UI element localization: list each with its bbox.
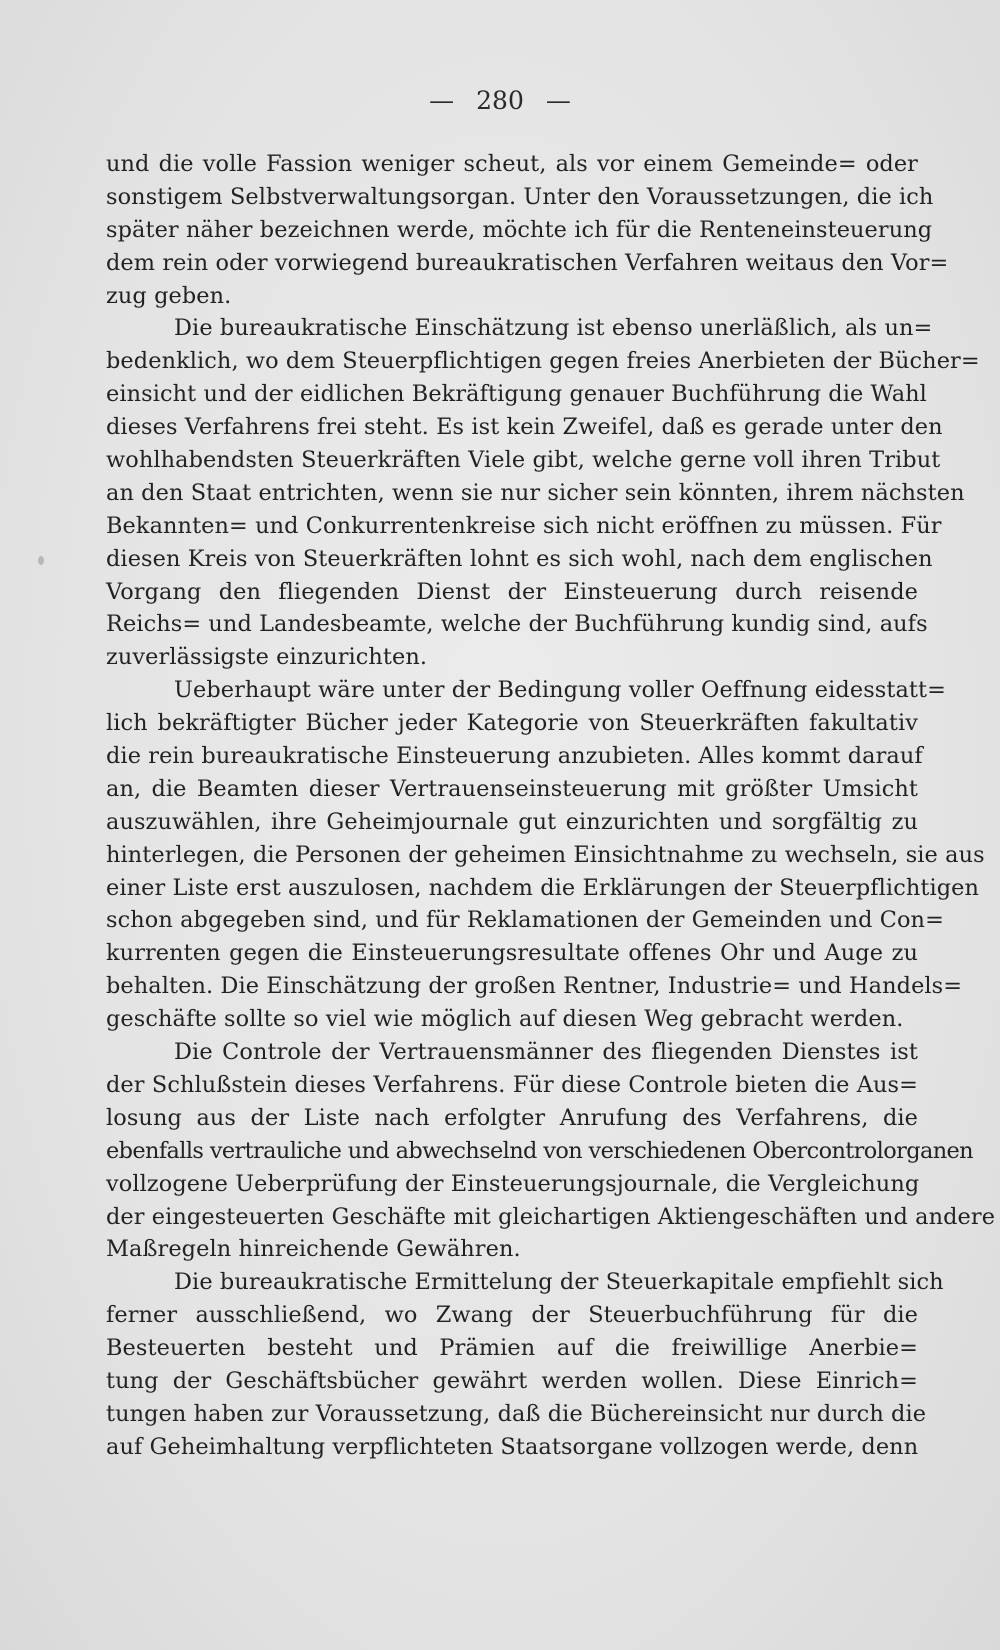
text-line: der Schlußstein dieses Verfahrens. Für diese Controle bieten die Aus= xyxy=(106,1071,918,1098)
text-line: kurrenten gegen die Einsteuerungsresultate offenes Ohr und Auge zu xyxy=(106,940,918,967)
text-line: dem rein oder vorwiegend bureaukratischen Verfahren weitaus den Vor= xyxy=(106,249,949,276)
text-line: ferner ausschließend, wo Zwang der Steuerbuchführung für die xyxy=(106,1302,918,1329)
text-line: Bekannten= und Conkurrentenkreise sich nicht eröffnen zu müssen. Für xyxy=(106,512,942,539)
text-line: an, die Beamten dieser Vertrauenseinsteuerung mit größter Umsicht xyxy=(106,775,918,802)
text-line: bedenklich, wo dem Steuerpflichtigen gegen freies Anerbieten der Bücher= xyxy=(106,348,980,375)
text-line: lich bekräftigter Bücher jeder Kategorie von Steuerkräften fakultativ xyxy=(106,710,918,737)
text-line: tungen haben zur Voraussetzung, daß die Büchereinsicht nur durch die xyxy=(106,1400,927,1427)
text-line: und die volle Fassion weniger scheut, als vor einem Gemeinde= oder xyxy=(106,151,918,177)
text-line: an den Staat entrichten, wenn sie nur sicher sein könnten, ihrem nächsten xyxy=(106,479,965,506)
text-line: Reichs= und Landesbeamte, welche der Buchführung kundig sind, aufs xyxy=(106,611,928,638)
header-dash-right: — xyxy=(545,86,571,115)
text-line: Maßregeln hinreichende Gewähren. xyxy=(106,1236,521,1263)
body-text xyxy=(106,148,996,1464)
text-line: schon abgegeben sind, und für Reklamationen der Gemeinden und Con= xyxy=(106,907,944,934)
header-dash-left: — xyxy=(429,86,455,115)
text-line: der eingesteuerten Geschäfte mit gleichartigen Aktiengeschäften und andere xyxy=(106,1203,996,1230)
text-line: zug geben. xyxy=(106,282,232,309)
text-line: die rein bureaukratische Einsteuerung anzubieten. Alles kommt darauf xyxy=(106,743,923,770)
text-line: Die bureaukratische Ermittelung der Steuerkapitale empfiehlt sich xyxy=(174,1269,944,1296)
text-line: zuverlässigste einzurichten. xyxy=(106,644,428,671)
text-line: wohlhabendsten Steuerkräften Viele gibt, welche gerne voll ihren Tribut xyxy=(106,447,941,474)
text-line: vollzogene Ueberprüfung der Einsteuerungsjournale, die Vergleichung xyxy=(106,1170,920,1197)
paper-blemish xyxy=(38,556,44,565)
text-line: hinterlegen, die Personen der geheimen Einsichtnahme zu wechseln, sie aus xyxy=(106,841,985,868)
text-line: später näher bezeichnen werde, möchte ich für die Renteneinsteuerung xyxy=(106,216,933,243)
text-line: dieses Verfahrens frei steht. Es ist kein Zweifel, daß es gerade unter den xyxy=(106,414,943,441)
text-line: auszuwählen, ihre Geheimjournale gut einzurichten und sorgfältig zu xyxy=(106,808,918,835)
page-number: 280 xyxy=(476,86,524,115)
text-line: diesen Kreis von Steuerkräften lohnt es sich wohl, nach dem englischen xyxy=(106,545,933,572)
page-header xyxy=(0,86,1000,115)
text-line: einer Liste erst auszulosen, nachdem die Erklärungen der Steuerpflichtigen xyxy=(106,874,980,901)
text-line: ebenfalls vertrauliche und abwechselnd von verschiedenen Obercontrolorganen xyxy=(106,1137,973,1164)
text-line: auf Geheimhaltung verpflichteten Staatsorgane vollzogen werde, denn xyxy=(106,1433,919,1460)
text-line: Die bureaukratische Einschätzung ist ebenso unerläßlich, als un= xyxy=(174,315,933,342)
text-line: Ueberhaupt wäre unter der Bedingung voller Oeffnung eidesstatt= xyxy=(174,677,946,704)
text-line: tung der Geschäftsbücher gewährt werden wollen. Diese Einrich= xyxy=(106,1367,918,1394)
text-line: sonstigem Selbstverwaltungsorgan. Unter den Voraussetzungen, die ich xyxy=(106,183,934,210)
text-line: losung aus der Liste nach erfolgter Anrufung des Verfahrens, die xyxy=(106,1104,918,1131)
text-line: einsicht und der eidlichen Bekräftigung genauer Buchführung die Wahl xyxy=(106,381,927,408)
text-line: behalten. Die Einschätzung der großen Rentner, Industrie= und Handels= xyxy=(106,973,963,1000)
text-line: Besteuerten besteht und Prämien auf die freiwillige Anerbie= xyxy=(106,1335,918,1362)
text-line: Die Controle der Vertrauensmänner des fliegenden Dienstes ist xyxy=(174,1039,918,1066)
text-line: geschäfte sollte so viel wie möglich auf diesen Weg gebracht werden. xyxy=(106,1006,904,1033)
text-line: Vorgang den fliegenden Dienst der Einsteuerung durch reisende xyxy=(106,578,918,605)
